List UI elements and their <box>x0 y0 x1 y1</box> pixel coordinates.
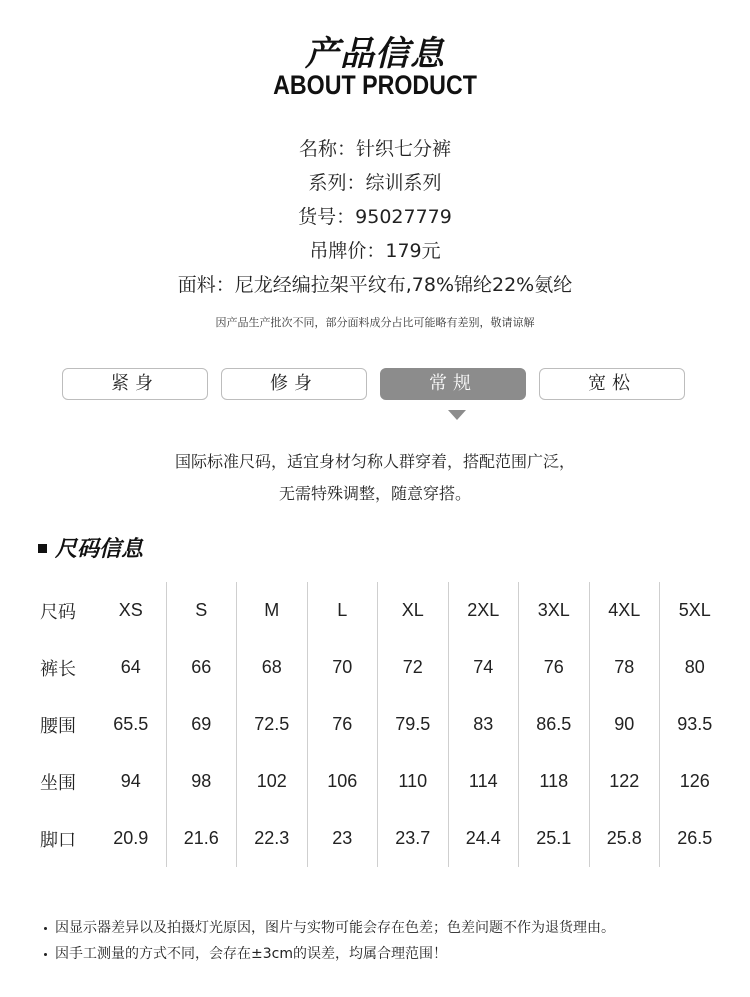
square-bullet-icon <box>38 544 47 553</box>
table-cell: 122 <box>589 753 660 810</box>
footnote-item <box>44 941 734 967</box>
table-cell: 20.9 <box>113 828 149 848</box>
info-series: 系列：综训系列 <box>308 172 442 194</box>
fit-description-line: 无需特殊调整，随意穿搭。 <box>278 484 471 503</box>
bullet-icon <box>44 927 47 930</box>
table-cell: 106 <box>307 753 378 810</box>
table-cell: 70 <box>307 639 378 696</box>
table-cell: 114 <box>448 753 519 810</box>
table-cell: 79.5 <box>378 696 449 753</box>
title-cn: 产品信息 <box>305 34 445 74</box>
table-row <box>32 696 730 753</box>
row-label: 尺码 <box>40 601 76 623</box>
table-cell: 72.5 <box>237 696 308 753</box>
footnote-item <box>44 915 734 941</box>
title-en: ABOUT PRODUCT <box>273 70 477 100</box>
row-label: 坐围 <box>40 772 76 794</box>
table-cell: 21.6 <box>166 810 237 867</box>
table-cell: 64 <box>120 657 141 677</box>
table-cell: 25.1 <box>519 810 590 867</box>
bullet-icon <box>44 953 47 956</box>
footnote-text: 因显示器差异以及拍摄灯光原因，图片与实物可能会存在色差；色差问题不作为退货理由。 <box>55 920 615 936</box>
table-cell: 2XL <box>448 582 519 639</box>
table-cell: 102 <box>237 753 308 810</box>
table-cell: 23.7 <box>378 810 449 867</box>
table-cell: 24.4 <box>448 810 519 867</box>
table-cell: 93.5 <box>660 696 730 753</box>
table-cell: 26.5 <box>660 810 730 867</box>
table-cell: 110 <box>378 753 449 810</box>
table-cell: S <box>166 582 237 639</box>
table-row <box>32 582 730 639</box>
table-cell: 90 <box>589 696 660 753</box>
fit-pointer-icon <box>448 410 466 420</box>
table-cell: XL <box>378 582 449 639</box>
row-label: 腰围 <box>40 715 76 737</box>
fit-option-loose[interactable]: 宽松 <box>539 368 685 400</box>
fit-option-regular[interactable]: 常规 <box>380 368 526 400</box>
table-cell: 4XL <box>589 582 660 639</box>
table-row <box>32 753 730 810</box>
table-cell: 98 <box>166 753 237 810</box>
info-fabric: 面料：尼龙经编拉架平纹布,78%锦纶22%氨纶 <box>177 274 573 296</box>
table-cell: 5XL <box>660 582 730 639</box>
table-cell: 66 <box>166 639 237 696</box>
fit-option-tight[interactable]: 紧身 <box>62 368 208 400</box>
footnotes <box>44 915 734 967</box>
table-cell: M <box>237 582 308 639</box>
footnote-text: 因手工测量的方式不同，会存在±3cm的误差，均属合理范围！ <box>55 946 447 962</box>
fit-option-slim[interactable]: 修身 <box>221 368 367 400</box>
row-label: 裤长 <box>40 658 76 680</box>
table-cell: L <box>307 582 378 639</box>
info-price: 吊牌价：179元 <box>309 240 441 262</box>
size-heading <box>38 534 143 566</box>
row-label: 脚口 <box>40 829 76 851</box>
fabric-note: 因产品生产批次不同，部分面料成分占比可能略有差别，敬请谅解 <box>215 316 535 329</box>
fit-selector <box>62 368 688 402</box>
table-cell: 68 <box>237 639 308 696</box>
fit-description <box>0 446 750 510</box>
table-cell: 86.5 <box>519 696 590 753</box>
fit-description-line: 国际标准尺码，适宜身材匀称人群穿着，搭配范围广泛， <box>174 452 575 471</box>
info-name: 名称：针织七分裤 <box>298 138 451 160</box>
table-cell: 78 <box>589 639 660 696</box>
table-row <box>32 810 730 867</box>
product-info <box>0 132 750 302</box>
table-cell: 118 <box>519 753 590 810</box>
table-cell: XS <box>118 600 143 620</box>
table-cell: 80 <box>660 639 730 696</box>
table-cell: 74 <box>448 639 519 696</box>
table-cell: 25.8 <box>589 810 660 867</box>
table-cell: 83 <box>448 696 519 753</box>
table-cell: 76 <box>307 696 378 753</box>
table-cell: 72 <box>378 639 449 696</box>
table-cell: 94 <box>120 771 141 791</box>
info-sku: 货号：95027779 <box>298 206 452 228</box>
table-cell: 69 <box>166 696 237 753</box>
table-cell: 65.5 <box>113 714 149 734</box>
table-cell: 23 <box>307 810 378 867</box>
table-cell: 22.3 <box>237 810 308 867</box>
table-cell: 76 <box>519 639 590 696</box>
table-row <box>32 639 730 696</box>
table-cell: 126 <box>660 753 730 810</box>
table-cell: 3XL <box>519 582 590 639</box>
size-table <box>32 582 730 867</box>
size-heading-text: 尺码信息 <box>55 537 144 562</box>
